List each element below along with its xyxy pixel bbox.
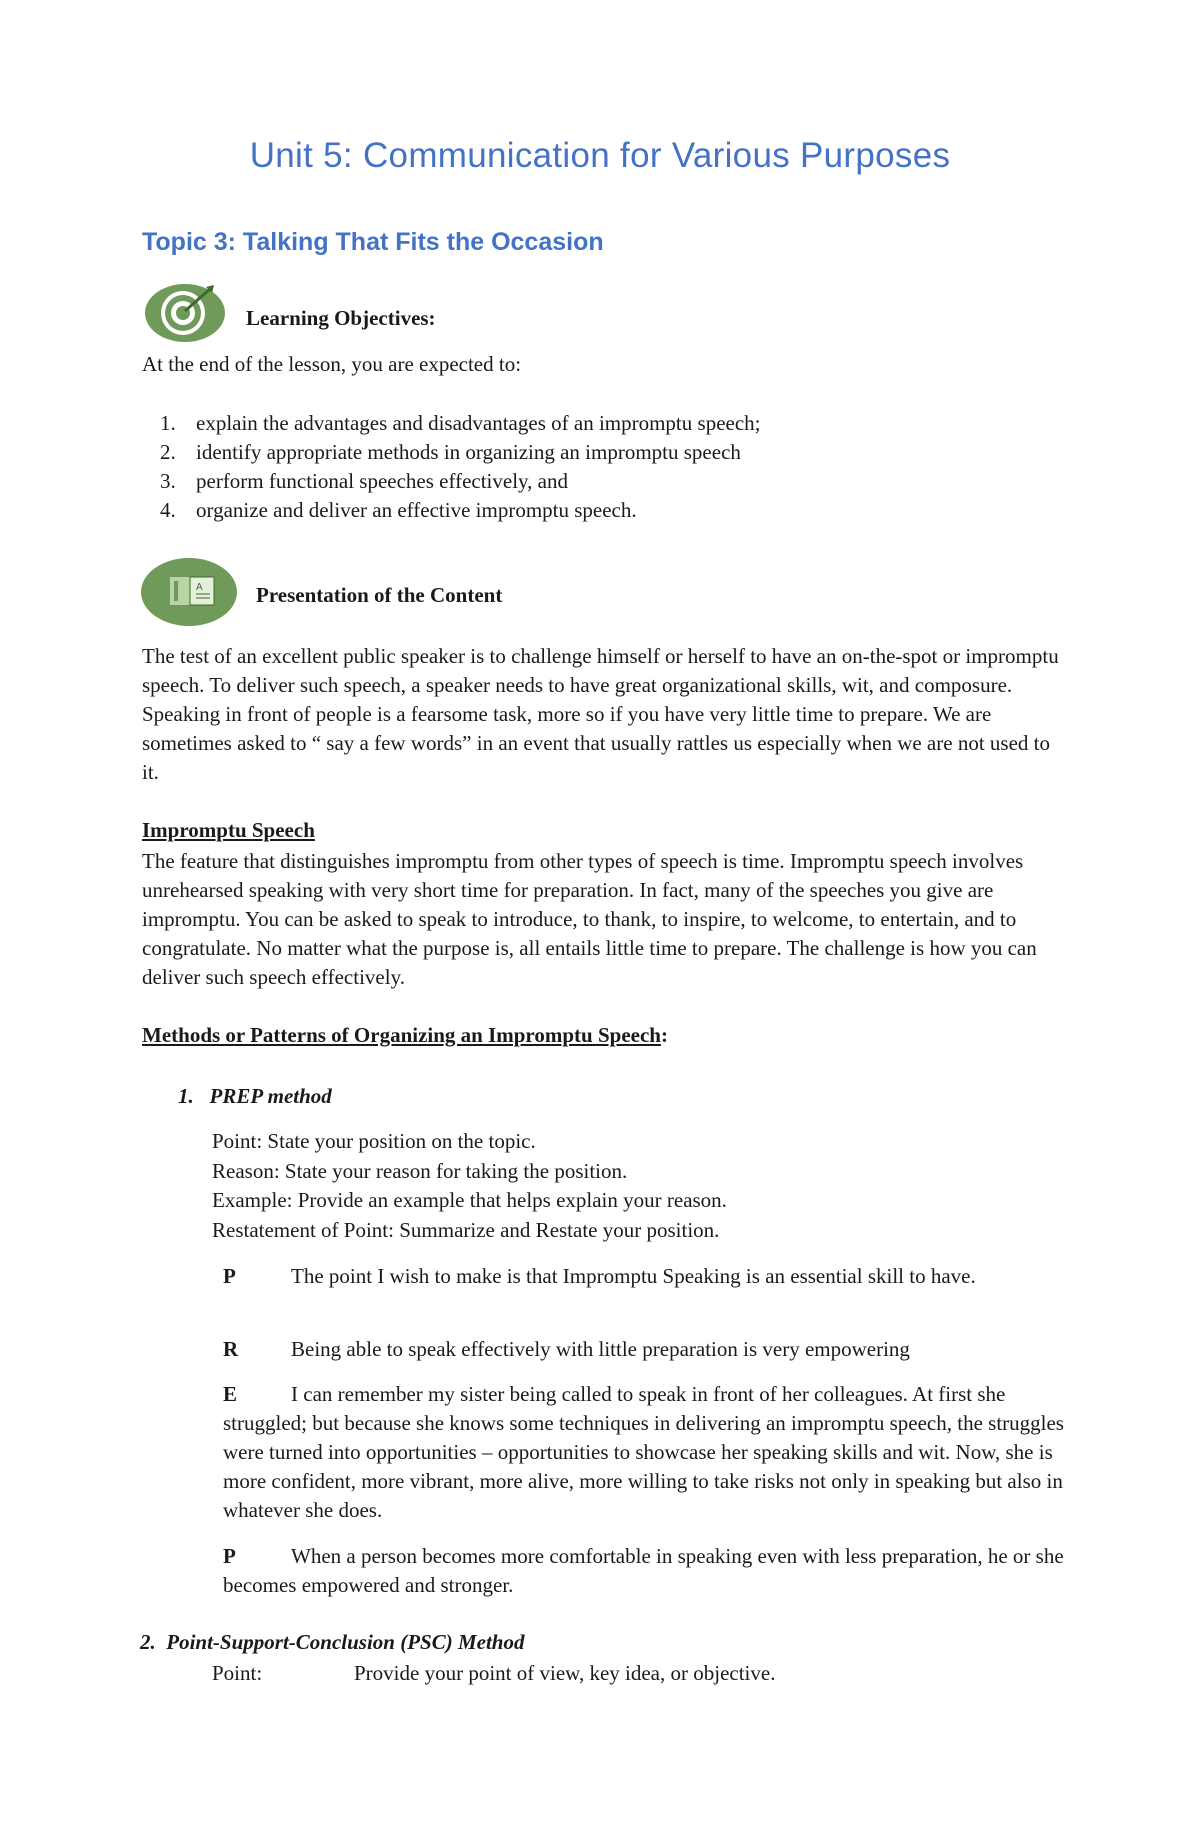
prep-point-line: Point: State your position on the topic. [212,1129,536,1153]
methods-heading-text: Methods or Patterns of Organizing an Impromptu Speech [142,1023,661,1047]
objectives-list [142,409,1072,525]
list-item: 2. identify appropriate methods in organizing an impromptu speech [160,440,741,464]
list-item: 1. explain the advantages and disadvantages of an impromptu speech; [160,411,761,435]
svg-text:A: A [196,582,203,593]
learning-objectives-heading: Learning Objectives: [246,306,436,330]
prep-example-line: Example: Provide an example that helps explain your reason. [212,1188,727,1212]
impromptu-paragraph: The feature that distinguishes impromptu from other types of speech is time. Impromptu speech involves unrehearsed speaking with very short time for preparation. In fact, many of the speeches you give are impromptu. You can be asked to speak to introduce, to thank, to inspire, to welcome, to entertain, and to congratulate. No matter what the purpose is, all entails little time to prepare. The challenge is how you can deliver such speech effectively. [142,849,1037,989]
list-item: 3. perform functional speeches effectively, and [160,469,569,493]
impromptu-heading: Impromptu Speech [142,818,315,842]
list-item: 4. organize and deliver an effective impromptu speech. [160,498,637,522]
target-icon [144,283,226,343]
topic-title: Topic 3: Talking That Fits the Occasion [142,228,604,256]
prep-reason-line: Reason: State your reason for taking the position. [212,1158,628,1183]
prep-restatement-line: Restatement of Point: Summarize and Restate your position. [212,1217,720,1242]
presentation-paragraph: The test of an excellent public speaker is to challenge himself or herself to have an on-the-spot or impromptu speech. To deliver such speech, a speaker needs to have great organizational skills, wit, and composure. Speaking in front of people is a fearsome task, more so if you have very little time to prepare. We are sometimes asked to “ say a few words” in an event that usually rattles us especially when we are not used to it. [142,644,1059,784]
prep-example-p2: P When a person becomes more comfortable in speaking even with less preparation, he or she becomes empowered and stronger. [223,1544,1064,1597]
book-icon [140,557,238,627]
unit-title: Unit 5: Communication for Various Purposes [249,136,951,175]
prep-method-title: 1. PREP method [178,1084,332,1108]
psc-point-line: Point: Provide your point of view, key idea, or objective. [212,1661,776,1685]
prep-example-e: E I can remember my sister being called to speak in front of her colleagues. At first she struggled; but because she knows some techniques in delivering an impromptu speech, the struggles were turned into opportunities – opportunities to showcase her speaking skills and wit. Now, she is more confident, more vibrant, more alive, more willing to take risks not only in speaking but also in whatever she does. [223,1382,1064,1522]
prep-example-p: P The point I wish to make is that Impromptu Speaking is an essential skill to have. [223,1264,976,1288]
presentation-heading: Presentation of the Content [256,583,503,607]
methods-heading: Methods or Patterns of Organizing an Impromptu Speech: [142,1023,668,1047]
objectives-intro: At the end of the lesson, you are expected to: [142,352,522,376]
psc-method-title: 2. Point-Support-Conclusion (PSC) Method [140,1630,525,1654]
prep-definitions [212,1127,727,1245]
prep-example-r: R Being able to speak effectively with little preparation is very empowering [223,1337,910,1361]
